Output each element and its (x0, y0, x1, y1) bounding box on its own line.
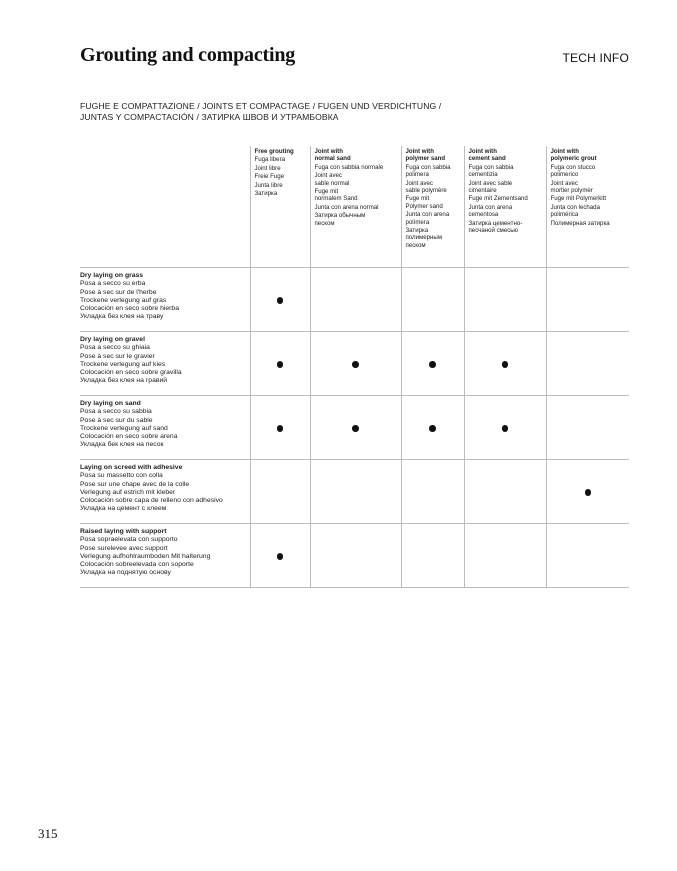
table-cell (310, 268, 401, 332)
column-header-translation: Fuga con sabbia polimera (405, 163, 451, 179)
column-header-translation: Fuga con stucco polimerico (550, 163, 596, 179)
column-header-name: Joint with cement sand (468, 148, 506, 163)
table-cell (401, 524, 464, 588)
table-cell (250, 332, 310, 396)
table-cell (250, 524, 310, 588)
row-label-translation: Posa a secco su ghiaia (80, 344, 150, 352)
row-label-translation: Pose sur une chape avec de la colle (80, 480, 190, 488)
column-header-translation: Junta con arena cementosa (468, 203, 513, 219)
column-header (250, 146, 310, 268)
table-cell (310, 524, 401, 588)
row-label-name: Dry laying on grass (80, 272, 144, 279)
bullet-dot-icon (502, 361, 509, 368)
column-header-translation: Fuga con sabbia normale (314, 163, 384, 171)
bullet-dot-icon (352, 361, 359, 368)
row-label-translation: Colocación en seco sobre hierba (80, 305, 179, 313)
row-label (80, 396, 250, 460)
table-cell (401, 268, 464, 332)
column-header-translation: Затирка обычным песком (314, 212, 366, 227)
row-label-translation: Pose à sec sur de l'herbe (80, 288, 157, 296)
column-header-translation: Joint avec mortier polymèr (550, 179, 593, 195)
page-title: Grouting and compacting (80, 44, 296, 66)
row-label-name: Laying on screed with adhesive (80, 464, 183, 471)
table-cell (464, 332, 546, 396)
row-label (80, 460, 250, 524)
table-cell (464, 396, 546, 460)
bullet-dot-icon (429, 425, 436, 432)
column-header-translation: Junta libre (254, 181, 283, 189)
table-row (80, 460, 629, 524)
column-header-translation: Fuge mit normalem Sand (314, 188, 358, 203)
row-label-name: Dry laying on sand (80, 400, 141, 407)
row-label-translation: Укладка без клея на гравий (80, 377, 168, 385)
column-header-translation: Fuga con sabbia cementizia (468, 163, 514, 179)
row-label-translation: Trockene verlegung auf kies (80, 360, 166, 368)
subtitle-line: FUGHE E COMPATTAZIONE / JOINTS ET COMPACTAGE / FUGEN UND VERDICHTUNG / (80, 101, 442, 111)
column-header-translation: Junta con arena polímera (405, 211, 450, 226)
table-cell (250, 460, 310, 524)
row-label-translation: Verlegung auf estrich mit kleber (80, 488, 176, 496)
row-label-translation: Colocación sobre capa de relleno con adhesivo (80, 497, 223, 505)
column-header-translation: Junta con arena normal (314, 203, 379, 211)
table-header-row (80, 146, 629, 268)
row-label-translation: Colocación en seco sobre arena (80, 433, 178, 441)
table-cell (546, 396, 629, 460)
column-header-translation: Joint avec sable polymère (405, 179, 447, 195)
row-label-translation: Укладка на цемент с клеем (80, 505, 167, 513)
table-corner (80, 146, 250, 268)
row-label-translation: Colocación en seco sobre gravilla (80, 369, 182, 377)
table-cell (546, 524, 629, 588)
row-label (80, 268, 250, 332)
table-cell (401, 396, 464, 460)
bullet-dot-icon (502, 425, 509, 432)
column-header (546, 146, 629, 268)
row-label-translation: Укладка без клея на траву (80, 313, 164, 321)
table-cell (546, 332, 629, 396)
column-header-translation: Затирка (254, 190, 278, 198)
column-header-translation: Joint avec sable normal (314, 172, 350, 187)
table-row (80, 332, 629, 396)
table-cell (310, 460, 401, 524)
column-header-name: Joint with polymeric grout (550, 148, 597, 163)
row-label-name: Raised laying with support (80, 528, 167, 535)
row-label-translation: Trockene verlegung auf sand (80, 424, 168, 432)
row-label-translation: Pose à sec sur du sable (80, 416, 153, 424)
compatibility-table (80, 146, 629, 588)
bullet-dot-icon (429, 361, 436, 368)
bullet-dot-icon (277, 361, 284, 368)
column-header (310, 146, 401, 268)
column-header (401, 146, 464, 268)
column-header-translation: Freie Fuge (254, 173, 284, 181)
table-cell (546, 460, 629, 524)
column-header-translation: Fuga libera (254, 156, 285, 164)
section-label: TECH INFO (562, 51, 629, 65)
column-header-translation: Fuge mit Polymer sand (405, 195, 443, 210)
row-label-translation: Posa su massetto con colla (80, 472, 163, 480)
table-row (80, 268, 629, 332)
table-cell (250, 396, 310, 460)
column-header-translation: Затирка полимерным песком (405, 227, 442, 249)
table-cell (464, 268, 546, 332)
table-cell (310, 396, 401, 460)
table-cell (464, 460, 546, 524)
row-label-translation: Posa a secco su sabbia (80, 408, 152, 416)
page-number: 315 (38, 826, 58, 841)
table-cell (464, 524, 546, 588)
row-label-translation: Posa sopraelevata con supporto (80, 536, 178, 544)
column-header (464, 146, 546, 268)
bullet-dot-icon (277, 553, 284, 560)
bullet-dot-icon (277, 425, 284, 432)
bullet-dot-icon (352, 425, 359, 432)
column-header-translation: Затирка цементно- песчаной смесью (468, 219, 523, 235)
table-cell (250, 268, 310, 332)
column-header-translation: Junta con lechada polimérica (550, 203, 600, 219)
row-label-translation: Pose surelevee avec support (80, 544, 168, 552)
subtitle-line: JUNTAS Y COMPACTACIÓN / ЗАТИРКА ШВОВ И УТРАМБОВКА (80, 112, 339, 122)
table-row (80, 396, 629, 460)
column-header-name: Joint with normal sand (314, 148, 351, 163)
column-header-translation: Fuge mit Zementsand (468, 195, 528, 203)
row-label-translation: Укладка на поднятую основу (80, 569, 171, 577)
row-label-name: Dry laying on gravel (80, 336, 145, 343)
subtitle (80, 101, 500, 123)
column-header-name: Free grouting (254, 148, 294, 155)
table-cell (401, 460, 464, 524)
bullet-dot-icon (585, 489, 592, 496)
table-cell (546, 268, 629, 332)
row-label-translation: Posa a secco su erba (80, 280, 146, 288)
bullet-dot-icon (277, 297, 284, 304)
row-label-translation: Colocación sobreelevada con soporte (80, 561, 194, 569)
table-cell (401, 332, 464, 396)
row-label-translation: Укладка бек клея на песок (80, 441, 164, 449)
row-label-translation: Verlegung aufhohlraumboden Mit halterung (80, 552, 211, 560)
column-header-translation: Joint libre (254, 164, 281, 172)
row-label-translation: Pose à sec sur le gravier (80, 352, 155, 360)
table-row (80, 524, 629, 588)
row-label-translation: Trockene verlegung auf gras (80, 296, 167, 304)
column-header-translation: Полимерная затирка (550, 219, 610, 227)
column-header-translation: Fuge mit Polymerkitt (550, 195, 607, 203)
column-header-name: Joint with polymer sand (405, 148, 446, 163)
row-label (80, 332, 250, 396)
row-label (80, 524, 250, 588)
table-cell (310, 332, 401, 396)
column-header-translation: Joint avec sable cimentaire (468, 179, 513, 195)
